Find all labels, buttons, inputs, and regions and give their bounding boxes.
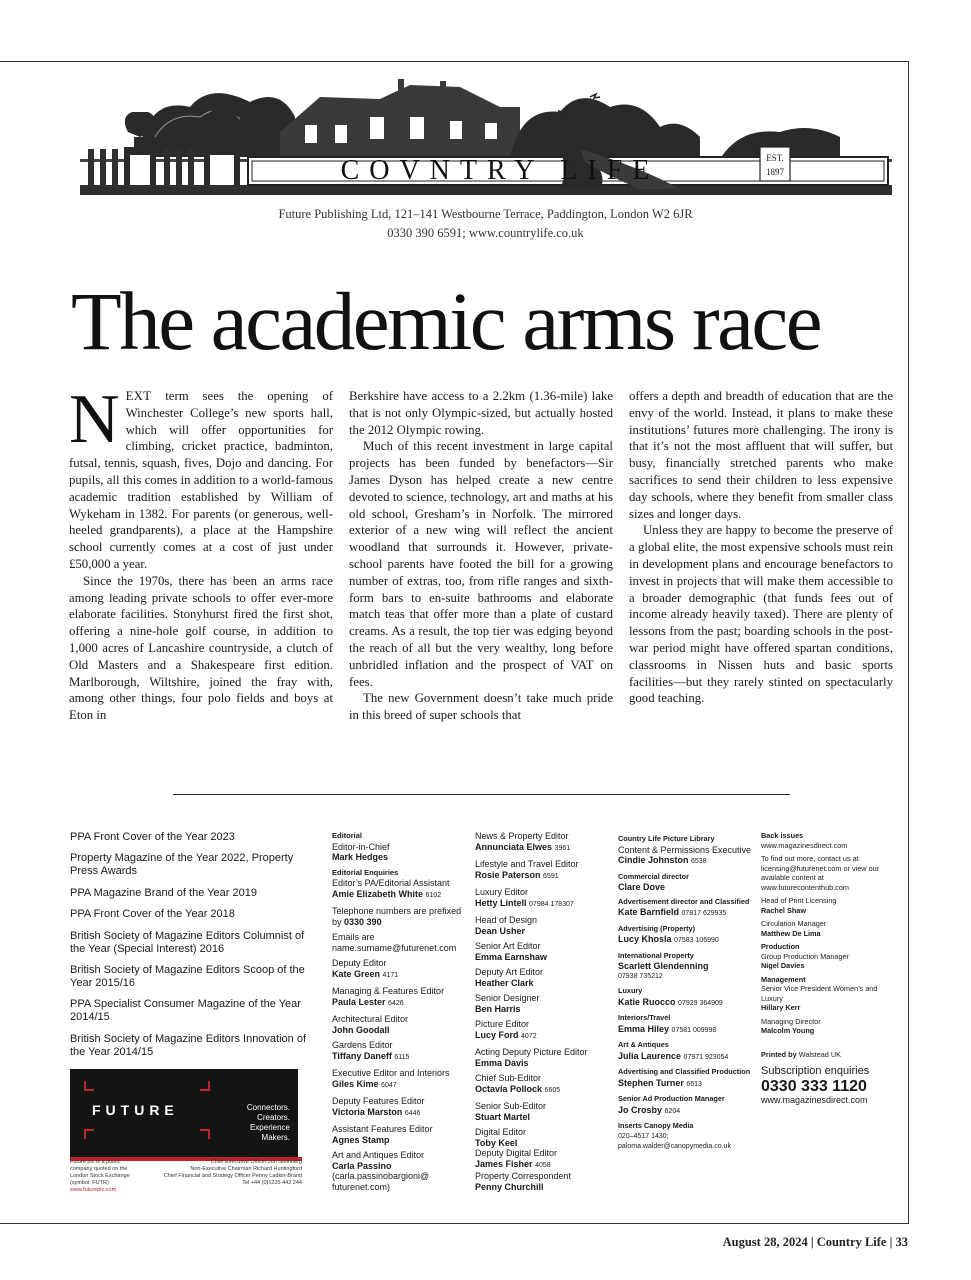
staff-ext: 3961 bbox=[554, 844, 571, 852]
staff-name: Penny Churchill bbox=[475, 1181, 544, 1192]
staff-name: Kate Green bbox=[332, 968, 381, 979]
staff-name: Scarlett Glendenning bbox=[618, 961, 709, 971]
staff-name: Hetty Lintell bbox=[475, 897, 527, 908]
article-paragraph: Much of this recent investment in large capital projects has been funded by benefactors—Sir James Dyson has helped create a new centre devoted to science, technology, art and maths at his old school, Gresham’s in Norfolk. The mirrored exterior of a new wing will reflect the ancient woodland that surrounds it. However, private-school parents have footed the bill for a growing number of extras, too, from rifle ranges and sixth-form bars to en-suite bathrooms and elaborate match teas that offer more than a plate of custard creams. As a result, the top tier was edging beyond the reach of all but the very wealthy, long before unbridled inflation and the prospect of VAT on fees. bbox=[349, 439, 613, 689]
staff-name: Giles Kime bbox=[332, 1078, 379, 1089]
staff-role: Group Production Manager bbox=[761, 951, 850, 961]
staff-name: Agnes Stamp bbox=[332, 1134, 390, 1145]
staff-name: Katie Ruocco bbox=[618, 996, 676, 1007]
publisher-address: Future Publishing Ltd, 121–141 Westbourne Terrace, Paddington, London W2 6JR bbox=[278, 207, 693, 221]
masthead-title: COVNTRY LIFE bbox=[340, 155, 660, 186]
article-paragraph: The new Government doesn’t take much pride in this breed of super schools that bbox=[349, 691, 613, 723]
staff-ext: 6538 bbox=[691, 858, 707, 865]
tel-prefix: 0330 390 bbox=[344, 916, 382, 927]
staff-name: Carla Passino bbox=[332, 1160, 392, 1171]
future-logo-box bbox=[70, 1069, 298, 1157]
staff-role: Content & Permissions Executive bbox=[618, 844, 752, 855]
staff-role: Head of Print Licensing bbox=[761, 896, 837, 905]
paragraph-text: term sees the opening of Winchester College’s new sports hall, which will offer opportunities for climbing, cricket practice, badminton, futsal, tennis, squash, fives, Dojo and dancing. For pupils, all this comes in addition to a world-famous academic tradition established by William of Wykeham in 1382. For parents (or generous, well-heeled grandparents), a place at the Hampshire school currently comes at a cost of just under £50,000 a year. bbox=[69, 389, 333, 571]
staff-name: Hillary Kerr bbox=[761, 1003, 801, 1012]
section-heading: Production bbox=[761, 942, 800, 951]
section-heading: Inserts Canopy Media bbox=[618, 1121, 694, 1130]
staff-name: Julia Laurence bbox=[618, 1050, 682, 1061]
staff-role: Senior Art Editor bbox=[475, 941, 541, 951]
staff-ext: 07817 629935 bbox=[681, 910, 727, 917]
staff-role: Gardens Editor bbox=[332, 1040, 393, 1050]
divider-rule bbox=[173, 794, 790, 795]
award-item: British Society of Magazine Editors Scoop of the Year 2015/16 bbox=[70, 963, 305, 989]
tagline-line: Experience bbox=[249, 1123, 290, 1132]
staff-role: Deputy Art Editor bbox=[475, 967, 544, 977]
section-heading: International Property bbox=[618, 950, 694, 960]
staff-email: paloma.walder@canopymedia.co.uk bbox=[618, 1143, 731, 1150]
staff-role: Senior Designer bbox=[475, 993, 540, 1003]
subscription-url[interactable]: www.magazinesdirect.com bbox=[761, 1095, 868, 1105]
corner-mark bbox=[84, 1129, 94, 1139]
subscription-number: 0330 333 1120 bbox=[761, 1078, 867, 1095]
future-url[interactable]: www.futureplc.com bbox=[70, 1187, 117, 1193]
staff-name: Rosie Paterson bbox=[475, 869, 541, 880]
staff-role: Senior Sub-Editor bbox=[475, 1101, 547, 1111]
award-item: PPA Front Cover of the Year 2023 bbox=[70, 831, 235, 843]
staff-name: Matthew De Lima bbox=[761, 928, 821, 938]
staff-ext: 6605 bbox=[544, 1086, 561, 1094]
staff-name: Jo Crosby bbox=[618, 1104, 663, 1115]
staff-role: Assistant Features Editor bbox=[332, 1124, 433, 1134]
staff-name: Kate Barnfield bbox=[618, 907, 680, 917]
staff-role: Chief Sub-Editor bbox=[475, 1073, 542, 1083]
staff-phone: 020–4517 1430; bbox=[618, 1132, 669, 1140]
officer-line: Chief Financial and Strategy Officer Penny Ladkin-Brand bbox=[163, 1173, 302, 1179]
est-year: 1897 bbox=[766, 167, 784, 177]
masthead-illustration bbox=[80, 77, 892, 195]
tagline-line: Connectors. bbox=[246, 1103, 290, 1112]
staff-role: Managing Director bbox=[761, 1016, 821, 1026]
staff-ext: 6613 bbox=[686, 1080, 702, 1088]
future-tagline bbox=[247, 1103, 290, 1143]
staff-ext: 07984 178307 bbox=[529, 900, 574, 908]
staff-role: Architectural Editor bbox=[332, 1014, 409, 1024]
staff-role: Art and Antiques Editor bbox=[332, 1150, 425, 1160]
licensing-note: To find out more, contact us at licensing@futurenet.com or view our available content at www.futurecontenthub.com bbox=[761, 854, 880, 892]
awards-list bbox=[70, 831, 310, 1067]
staff-name: Heather Clark bbox=[475, 977, 534, 988]
staff-name: Malcolm Young bbox=[761, 1026, 815, 1035]
staff-role: News & Property Editor bbox=[475, 831, 569, 841]
staff-ext: 6047 bbox=[381, 1081, 397, 1089]
staff-ext: 6591 bbox=[543, 872, 559, 880]
staff-role: Lifestyle and Travel Editor bbox=[475, 859, 579, 869]
future-logo: FUTURE bbox=[92, 1102, 179, 1118]
email-note: Emails are name.surname@futurenet.com bbox=[332, 932, 457, 953]
staff-name: Emma Hiley bbox=[618, 1023, 670, 1034]
corner-mark bbox=[84, 1081, 94, 1091]
section-heading: Art & Antiques bbox=[618, 1040, 669, 1049]
staff-role: Senior Vice President Women’s and Luxury bbox=[761, 984, 878, 1003]
printed-label: Printed by bbox=[761, 1049, 797, 1059]
corner-mark bbox=[200, 1081, 210, 1091]
staff-name: Octavia Pollock bbox=[475, 1083, 543, 1094]
staff-ext: 6115 bbox=[394, 1053, 410, 1061]
staff-name: Emma Davis bbox=[475, 1057, 529, 1068]
staff-name: Ben Harris bbox=[475, 1003, 521, 1014]
subscription-label: Subscription enquiries bbox=[761, 1065, 870, 1077]
staff-role: Managing & Features Editor bbox=[332, 986, 445, 996]
staff-name: Cindie Johnston bbox=[618, 855, 689, 865]
award-item: PPA Front Cover of the Year 2018 bbox=[70, 908, 235, 921]
award-item: PPA Specialist Consumer Magazine of the Year 2014/15 bbox=[70, 998, 301, 1024]
staff-ext: 07929 364909 bbox=[678, 999, 723, 1007]
staff-ext: 07938 735212 bbox=[618, 972, 663, 980]
staff-name: Amie Elizabeth White bbox=[332, 888, 424, 899]
article-paragraph: offers a depth and breadth of education that are the envy of the world. Instead, it plans to make these institutions’ futures more challenging. The irony is that it’s not the most affluent that will suffer, but busy, financially stretched parents who make sacrifices to send their children to less expensive day schools, where they benefit from smaller class sizes and longer days. bbox=[629, 389, 893, 521]
award-item: British Society of Magazine Editors Innovation of the Year 2014/15 bbox=[70, 1032, 307, 1058]
tagline-line: Creators. bbox=[257, 1113, 290, 1122]
article-paragraph: Since the 1970s, there has been an arms race among leading private schools to offer ever-more elaborate facilities. Stonyhurst fired the first shot, offering a nine-hole golf course, in addition to 1,000 acres of Lancashire countryside, a clutch of Old Masters and a Shakespeare first edition. Marlborough, Wiltshire, joined the fray with, among other things, four polo fields and boys at Eton in bbox=[69, 573, 333, 723]
article-paragraph bbox=[69, 381, 333, 573]
staff-name: Tiffany Daneff bbox=[332, 1050, 392, 1061]
staff-role: Executive Editor and Interiors bbox=[332, 1068, 450, 1078]
staff-role: Luxury Editor bbox=[475, 887, 529, 897]
officer-line: Tel +44 (0)1225 442 244 bbox=[242, 1180, 302, 1186]
staff-role: Editor-in-Chief bbox=[332, 841, 390, 852]
staff-ext: 6446 bbox=[404, 1109, 421, 1117]
section-heading: Advertisement director and Classified bbox=[618, 896, 750, 906]
staff-ext: 07581 009998 bbox=[671, 1026, 717, 1034]
section-heading: Editorial bbox=[332, 831, 363, 840]
page-folio: August 28, 2024 | Country Life | 33 bbox=[722, 1235, 908, 1249]
staff-name: Rachel Shaw bbox=[761, 905, 807, 915]
staff-ext: 6204 bbox=[664, 1107, 681, 1115]
staff-name: Dean Usher bbox=[475, 925, 526, 936]
officer-line: Chief Executive Officer Jon Steinberg bbox=[210, 1159, 302, 1165]
staff-name: James Fisher bbox=[475, 1158, 533, 1169]
staff-role: Property Correspondent bbox=[475, 1171, 572, 1181]
section-heading: Editorial Enquiries bbox=[332, 867, 399, 877]
section-heading: Senior Ad Production Manager bbox=[618, 1094, 725, 1103]
article-paragraph: Unless they are happy to become the preserve of a global elite, the most expensive schools must rein in development plans and encourage benefactors to invest in projects that will make them accessible to a broader demographic (that funds fees out of income already heavily taxed). There are plenty of lessons from the past; boarding schools in the post-war period might have offered spartan conditions, classrooms in Nissen huts and basic sports facilities—but they rarely stinted on spectacularly good teaching. bbox=[629, 523, 893, 706]
staff-name: Paula Lester bbox=[332, 996, 386, 1007]
staff-role: Circulation Manager bbox=[761, 919, 827, 928]
tagline-line: Makers. bbox=[261, 1133, 290, 1142]
section-heading: Management bbox=[761, 974, 806, 984]
award-item: British Society of Magazine Editors Columnist of the Year (Special Interest) 2016 bbox=[70, 929, 305, 955]
staff-name: Annunciata Elwes bbox=[475, 841, 553, 852]
plc-text: Future plc is a public company quoted on the London Stock Exchange (symbol: FUTR) bbox=[70, 1159, 130, 1186]
section-heading: Advertising and Classified Production bbox=[618, 1067, 751, 1076]
section-heading: Advertising (Property) bbox=[618, 923, 696, 933]
staff-name: Mark Hedges bbox=[332, 852, 389, 862]
staff-role: Deputy Digital Editor bbox=[475, 1148, 558, 1158]
staff-name: Stuart Martel bbox=[475, 1111, 531, 1122]
staff-role: Editor’s PA/Editorial Assistant bbox=[332, 878, 450, 888]
section-heading: Commercial director bbox=[618, 871, 689, 881]
section-heading: Country Life Picture Library bbox=[618, 834, 715, 843]
staff-name: Victoria Marston bbox=[332, 1106, 403, 1117]
officer-line: Non-Executive Chairman Richard Huntingford bbox=[190, 1166, 302, 1172]
article-headline: The academic arms race bbox=[71, 275, 821, 367]
article-paragraph: Berkshire have access to a 2.2km (1.36-mile) lake that is not only Olympic-sized, but actually hosted the 2012 Olympic rowing. bbox=[349, 389, 613, 437]
staff-column-3 bbox=[618, 834, 758, 1157]
staff-role: Picture Editor bbox=[475, 1019, 530, 1029]
staff-role: Acting Deputy Picture Editor bbox=[475, 1047, 588, 1057]
staff-name: John Goodall bbox=[332, 1024, 390, 1035]
staff-name: Nigel Davies bbox=[761, 961, 805, 970]
tel-note: Telephone numbers are prefixed by bbox=[332, 906, 462, 927]
staff-ext: 07583 106990 bbox=[674, 937, 719, 944]
staff-role: Digital Editor bbox=[475, 1127, 527, 1137]
staff-column-1 bbox=[332, 831, 467, 1197]
staff-email: (carla.passinobargioni@ futurenet.com) bbox=[332, 1171, 430, 1192]
printer-name: Walstead UK bbox=[798, 1049, 842, 1059]
staff-ext: 07971 923054 bbox=[683, 1053, 729, 1061]
staff-name: Clare Dove bbox=[618, 882, 666, 892]
award-item: PPA Magazine Brand of the Year 2019 bbox=[70, 886, 257, 899]
award-item: Property Magazine of the Year 2022, Property Press Awards bbox=[70, 852, 294, 878]
section-heading: Interiors/Travel bbox=[618, 1013, 671, 1022]
article-column-3 bbox=[629, 388, 893, 707]
staff-name: Lucy Khosla bbox=[618, 934, 672, 944]
staff-name: Stephen Turner bbox=[618, 1077, 684, 1088]
staff-column-4 bbox=[761, 831, 901, 1106]
staff-role: Deputy Editor bbox=[332, 958, 387, 968]
article-column-2 bbox=[349, 388, 613, 724]
lead-caps: EXT bbox=[125, 389, 152, 403]
future-plc-note bbox=[70, 1159, 132, 1194]
staff-name: Emma Earnshaw bbox=[475, 951, 548, 962]
section-heading: Back issues bbox=[761, 831, 804, 840]
staff-ext: 6426 bbox=[388, 999, 404, 1007]
est-label: EST. bbox=[766, 153, 784, 163]
staff-ext: 4058 bbox=[535, 1161, 551, 1169]
article-column-1 bbox=[69, 381, 333, 724]
future-officers bbox=[132, 1159, 302, 1187]
staff-name: Lucy Ford bbox=[475, 1029, 519, 1040]
staff-name: Toby Keel bbox=[475, 1137, 518, 1148]
section-heading: Luxury bbox=[618, 986, 643, 995]
staff-ext: 6102 bbox=[425, 891, 442, 899]
back-issues-url[interactable]: www.magazinesdirect.com bbox=[761, 840, 848, 850]
staff-ext: 4171 bbox=[382, 971, 399, 979]
corner-mark bbox=[200, 1129, 210, 1139]
staff-role: Deputy Features Editor bbox=[332, 1096, 425, 1106]
staff-column-2 bbox=[475, 831, 610, 1192]
staff-role: Head of Design bbox=[475, 915, 538, 925]
masthead-logo bbox=[80, 77, 892, 195]
publisher-contact: 0330 390 6591; www.countrylife.co.uk bbox=[387, 226, 584, 240]
drop-cap: N bbox=[69, 381, 120, 458]
staff-ext: 4072 bbox=[521, 1032, 537, 1040]
